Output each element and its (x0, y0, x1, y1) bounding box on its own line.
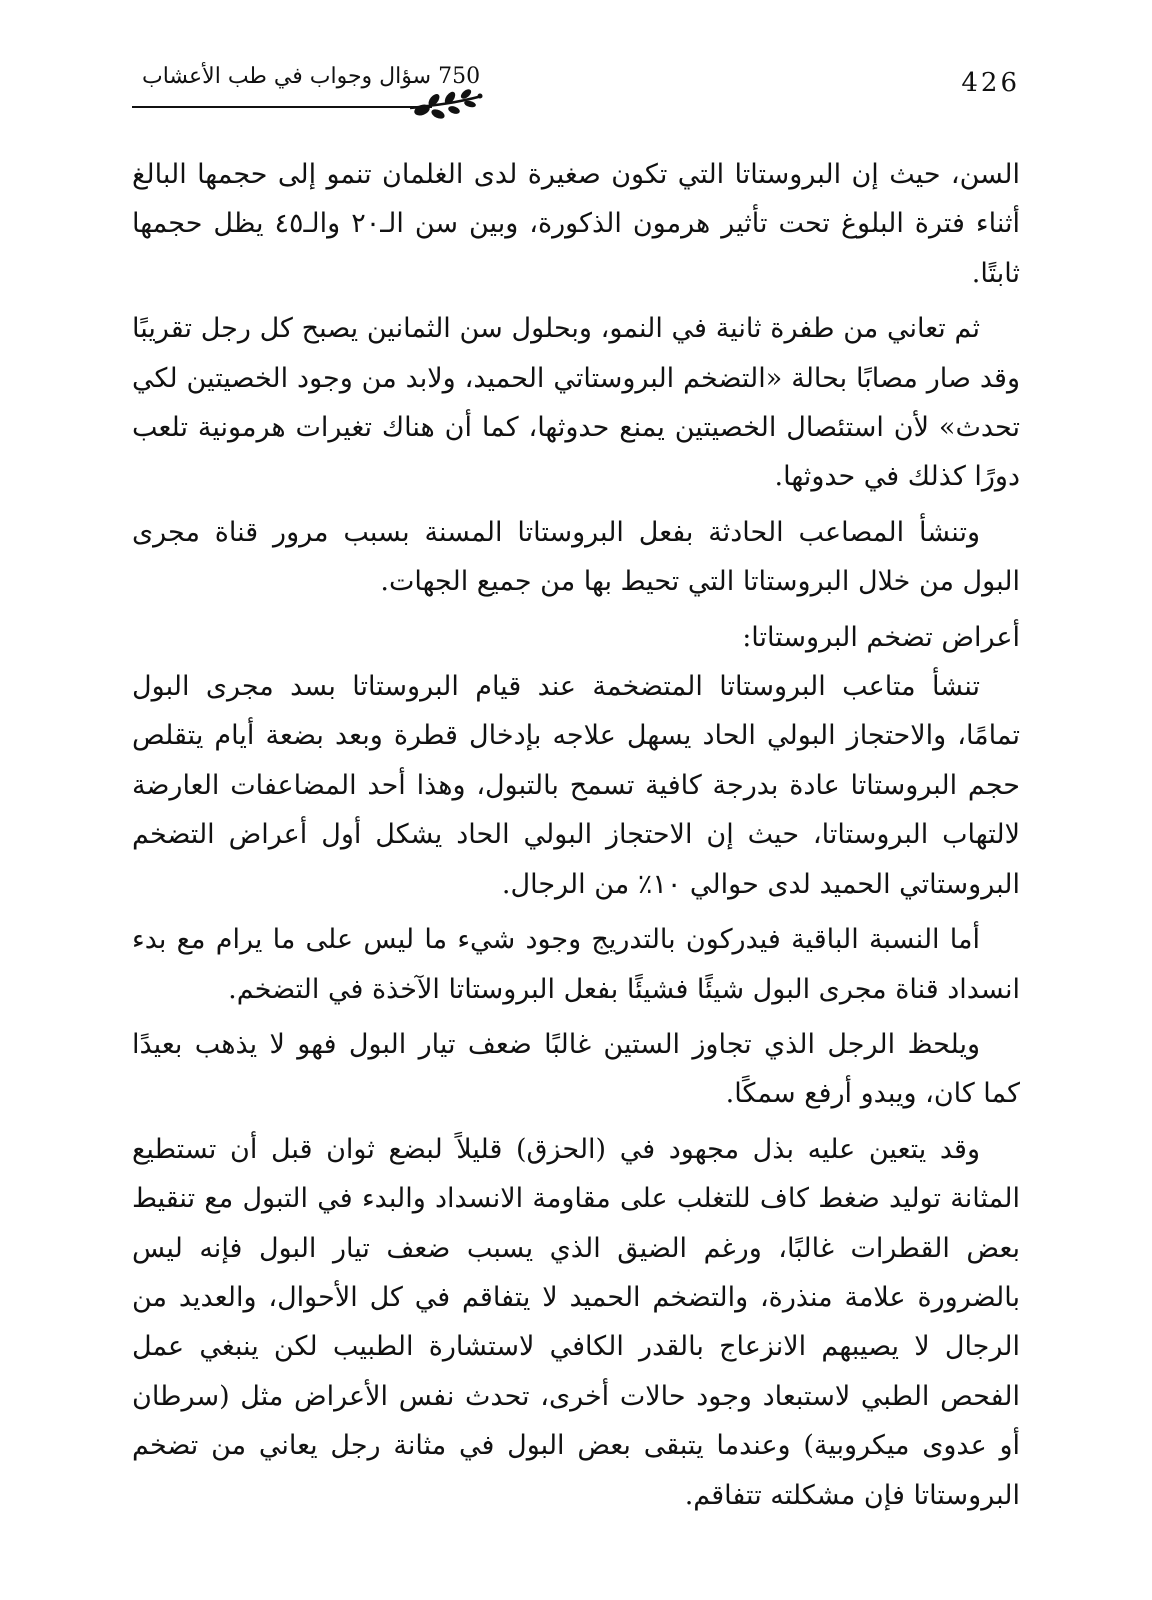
page-number: 426 (961, 68, 1020, 98)
leaf-branch-ornament-icon (408, 88, 484, 124)
paragraph: ويلحظ الرجل الذي تجاوز الستين غالبًا ضعف تيار البول فهو لا يذهب بعيدًا كما كان، ويبدو أرفع سمكًا. (132, 1028, 1020, 1110)
header-rule (132, 106, 432, 108)
paragraph: وقد يتعين عليه بذل مجهود في (الحزق) قليلاً لبضع ثوان قبل أن تستطيع المثانة توليد ضغط كاف للتغلب على مقاومة الانسداد والبدء في التبول مع تنقيط بعض القطرات غالبًا، ورغم الضيق الذي يسبب ضعف تيار البول فإنه ليس بالضرورة علامة منذرة، والتضخم الحميد لا يتفاقم في كل الأحوال، والعديد من الرجال لا يصيبهم الانزعاج بالقدر الكافي لاستشارة الطبيب لكن ينبغي عمل الفحص الطبي لاستبعاد وجود حالات أخرى، تحدث نفس الأعراض مثل (سرطان أو عدوى ميكروبية) وعندما يتبقى بعض البول في مثانة رجل يعاني من تضخم البروستاتا فإن مشكلته تتفاقم. (132, 1133, 1020, 1511)
page-body (132, 150, 1020, 1526)
paragraph: السن، حيث إن البروستاتا التي تكون صغيرة لدى الغلمان تنمو إلى حجمها البالغ أثناء فترة البلوغ تحت تأثير هرمون الذكورة، وبين سن الـ٢٠ والـ٤٥ يظل حجمها ثابتًا. (132, 159, 1020, 289)
paragraph: تنشأ متاعب البروستاتا المتضخمة عند قيام البروستاتا بسد مجرى البول تمامًا، والاحتجاز البولي الحاد يسهل علاجه بإدخال قطرة وبعد بضعة أيام يتقلص حجم البروستاتا عادة بدرجة كافية تسمح بالتبول، وهذا أحد المضاعفات العارضة لالتهاب البروستاتا، حيث إن الاحتجاز البولي الحاد يشكل أول أعراض التضخم البروستاتي الحميد لدى حوالي ١٠٪ من الرجال. (132, 671, 1020, 900)
paragraph: ثم تعاني من طفرة ثانية في النمو، وبحلول سن الثمانين يصبح كل رجل تقريبًا وقد صار مصابًا بحالة «التضخم البروستاتي الحميد، ولابد من وجود الخصيتين لكي تحدث» لأن استئصال الخصيتين يمنع حدوثها، كما أن هناك تغيرات هرمونية تلعب دورًا كذلك في حدوثها. (132, 313, 1020, 493)
running-header (132, 60, 1020, 132)
paragraph: وتنشأ المصاعب الحادثة بفعل البروستاتا المسنة بسبب مرور قناة مجرى البول من خلال البروستاتا التي تحيط بها من جميع الجهات. (132, 516, 1020, 598)
book-title: 750 سؤال وجواب في طب الأعشاب (142, 64, 481, 89)
section-heading: أعراض تضخم البروستاتا: (742, 621, 1020, 653)
paragraph: أما النسبة الباقية فيدركون بالتدريج وجود شيء ما ليس على ما يرام مع بدء انسداد قناة مجرى البول شيئًا فشيئًا بفعل البروستاتا الآخذة في التضخم. (132, 924, 1020, 1005)
